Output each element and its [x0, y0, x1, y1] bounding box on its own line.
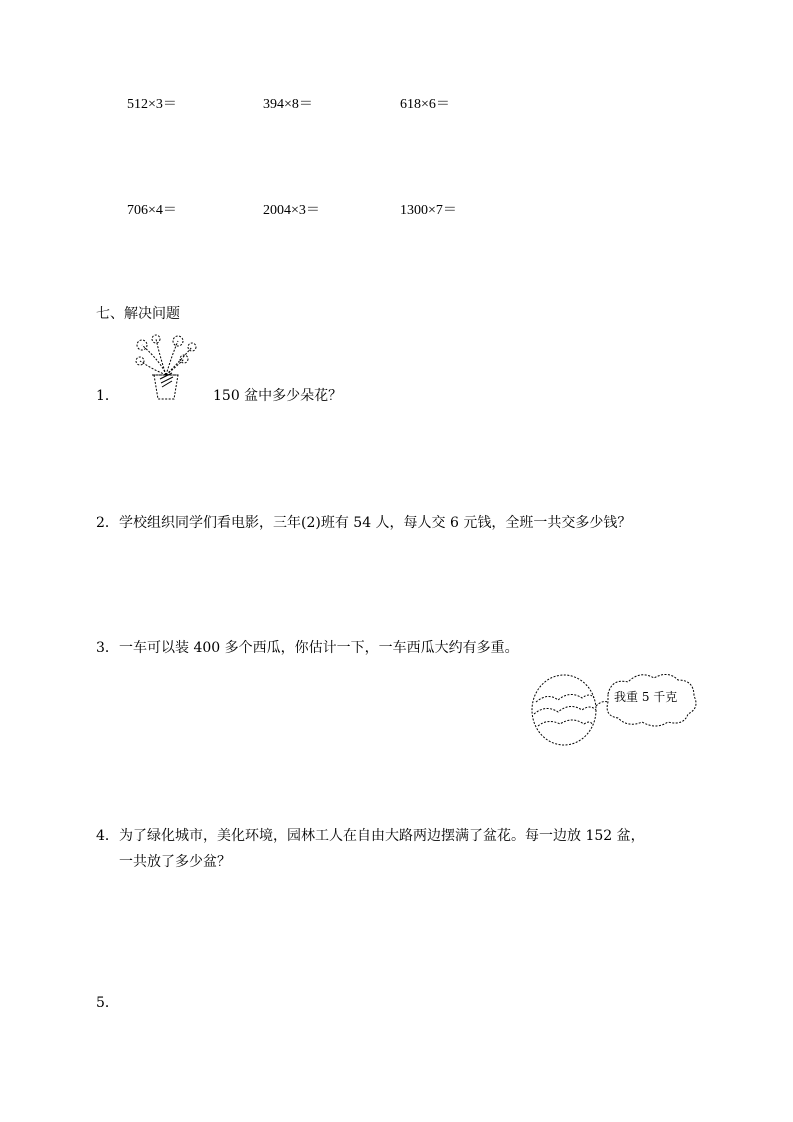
problem-number: 2． — [96, 515, 119, 531]
flower-pot-icon — [132, 333, 202, 403]
calc-item: 1300×7＝ — [400, 203, 457, 218]
watermelon-icon — [528, 668, 698, 750]
problem-number: 5． — [96, 995, 119, 1011]
hint-bubble-text: 我重 5 千克 — [614, 690, 678, 704]
calc-item: 706×4＝ — [127, 203, 177, 218]
problem-number: 3． — [96, 640, 119, 656]
section-title: 七、解决问题 — [96, 306, 180, 322]
problem-text-line1: 为了绿化城市，美化环境，园林工人在自由大路两边摆满了盆花。每一边放 152 盆， — [119, 828, 645, 844]
problem-text: 一车可以装 400 多个西瓜，你估计一下，一车西瓜大约有多重。 — [119, 640, 519, 656]
calc-item: 618×6＝ — [400, 97, 450, 112]
problem-text: 学校组织同学们看电影，三年(2)班有 54 人，每人交 6 元钱，全班一共交多少钱？ — [119, 515, 632, 531]
calc-item: 512×3＝ — [127, 97, 177, 112]
calc-item: 394×8＝ — [263, 97, 313, 112]
problem-text-line2: 一共放了多少盆？ — [119, 854, 231, 870]
problem-text: 150 盆中多少朵花？ — [213, 388, 343, 404]
calc-item: 2004×3＝ — [263, 203, 320, 218]
problem-number: 1． — [96, 388, 119, 404]
problem-number: 4． — [96, 828, 119, 844]
